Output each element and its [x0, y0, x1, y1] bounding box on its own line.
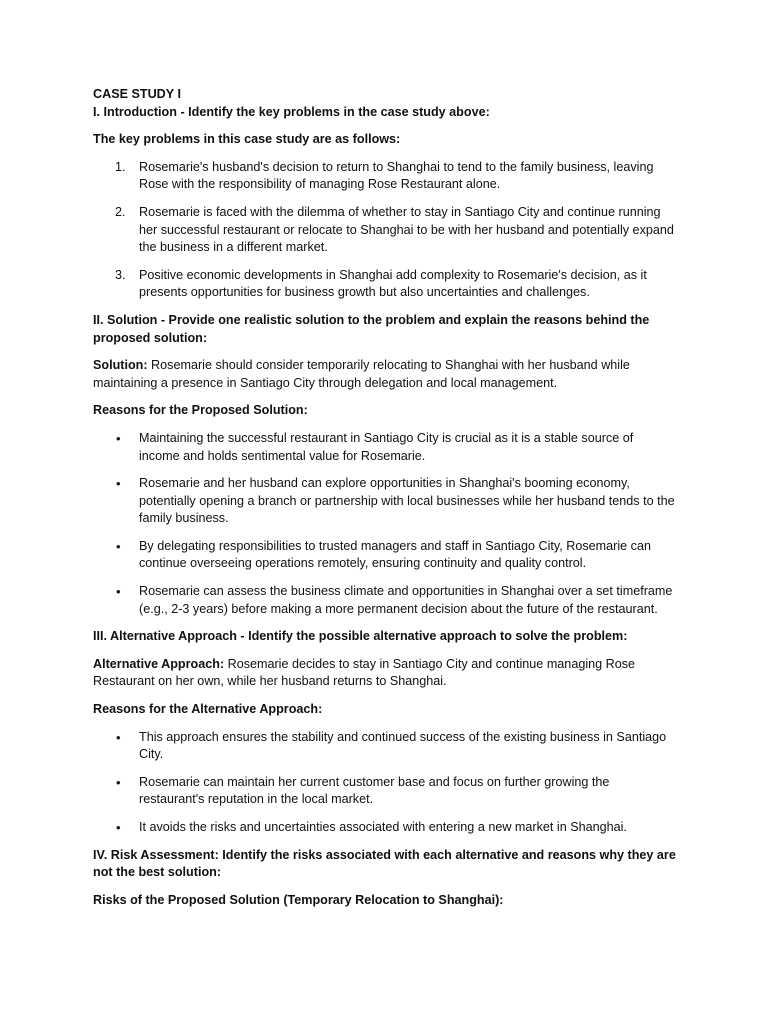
document-title: CASE STUDY I: [93, 87, 181, 101]
bullet-icon: •: [116, 430, 121, 446]
key-problems-list: [93, 159, 676, 302]
list-item-text: By delegating responsibilities to trusted managers and staff in Santiago City, Rosemarie can continue overseeing operations remotely, ensuring continuity and quality control.: [139, 538, 651, 571]
bullet-icon: •: [116, 820, 121, 835]
proposed-reasons-heading: Reasons for the Proposed Solution:: [93, 403, 308, 418]
list-item-text: Rosemarie is faced with the dilemma of whether to stay in Santiago City and continue running her successful restaurant or relocate to Shanghai to be with her husband and potentially expand the business in a different market.: [139, 204, 674, 255]
list-item-text: Positive economic developments in Shanghai add complexity to Rosemarie's decision, as it presents opportunities for business growth but also uncertainties and challenges.: [139, 267, 647, 300]
list-item: [93, 204, 676, 257]
list-number: 1.: [115, 159, 126, 174]
list-number: 3.: [115, 267, 126, 282]
solution-paragraph: [93, 357, 676, 392]
section-1-heading: I. Introduction - Identify the key problems in the case study above:: [93, 104, 490, 119]
list-item: [93, 267, 676, 302]
bullet-icon: •: [116, 538, 121, 554]
bullet-icon: •: [116, 774, 121, 790]
list-item: [93, 159, 676, 194]
list-item-text: Maintaining the successful restaurant in Santiago City is crucial as it is a stable source of income and holds sentimental value for Rosemarie.: [139, 430, 634, 463]
list-item: [93, 729, 676, 764]
list-item: [93, 819, 676, 837]
bullet-icon: •: [116, 476, 121, 492]
list-item-text: This approach ensures the stability and continued success of the existing business in Santiago City.: [139, 729, 667, 762]
section-3-heading: III. Alternative Approach - Identify the possible alternative approach to solve the problem:: [93, 629, 628, 644]
alternative-label: Alternative Approach:: [93, 656, 225, 671]
list-item: [93, 538, 676, 573]
list-item-text: Rosemarie can assess the business climate and opportunities in Shanghai over a set timeframe (e.g., 2-3 years) before making a more permanent decision about the future of the restaurant.: [139, 584, 673, 616]
list-number: 2.: [115, 204, 126, 219]
section-1-lead: The key problems in this case study are as follows:: [93, 132, 401, 147]
list-item-text: Rosemarie and her husband can explore opportunities in Shanghai's booming economy, potentially opening a branch or partnership with local businesses while her husband tends to the family business.: [139, 476, 675, 526]
alternative-reasons-heading: Reasons for the Alternative Approach:: [93, 702, 323, 717]
alternative-paragraph: [93, 656, 676, 691]
bullet-icon: •: [116, 729, 121, 745]
solution-text: Rosemarie should consider temporarily relocating to Shanghai with her husband while maintaining a presence in Santiago City through delegation and local management.: [93, 358, 630, 390]
list-item: [93, 475, 676, 528]
section-2-heading: II. Solution - Provide one realistic solution to the problem and explain the reasons behind the proposed solution:: [93, 312, 650, 345]
proposed-reasons-list: [93, 430, 676, 618]
list-item-text: Rosemarie's husband's decision to return to Shanghai to tend to the family business, leaving Rose with the responsibility of managing Rose Restaurant alone.: [139, 159, 654, 192]
section-4-heading: IV. Risk Assessment: Identify the risks associated with each alternative and reasons why they are not the best solution:: [93, 847, 676, 880]
list-item: [93, 583, 676, 618]
list-item-text: Rosemarie can maintain her current customer base and focus on further growing the restaurant's reputation in the local market.: [139, 774, 610, 807]
section-4-subheading: Risks of the Proposed Solution (Temporary Relocation to Shanghai):: [93, 892, 504, 907]
alternative-text: Rosemarie decides to stay in Santiago City and continue managing Rose Restaurant on her own, while her husband returns to Shanghai.: [93, 656, 636, 689]
list-item: [93, 430, 676, 465]
list-item: [93, 774, 676, 809]
list-item-text: It avoids the risks and uncertainties associated with entering a new market in Shanghai.: [139, 820, 627, 834]
alternative-reasons-list: [93, 729, 676, 837]
bullet-icon: •: [116, 584, 121, 600]
solution-label: Solution:: [93, 358, 148, 373]
